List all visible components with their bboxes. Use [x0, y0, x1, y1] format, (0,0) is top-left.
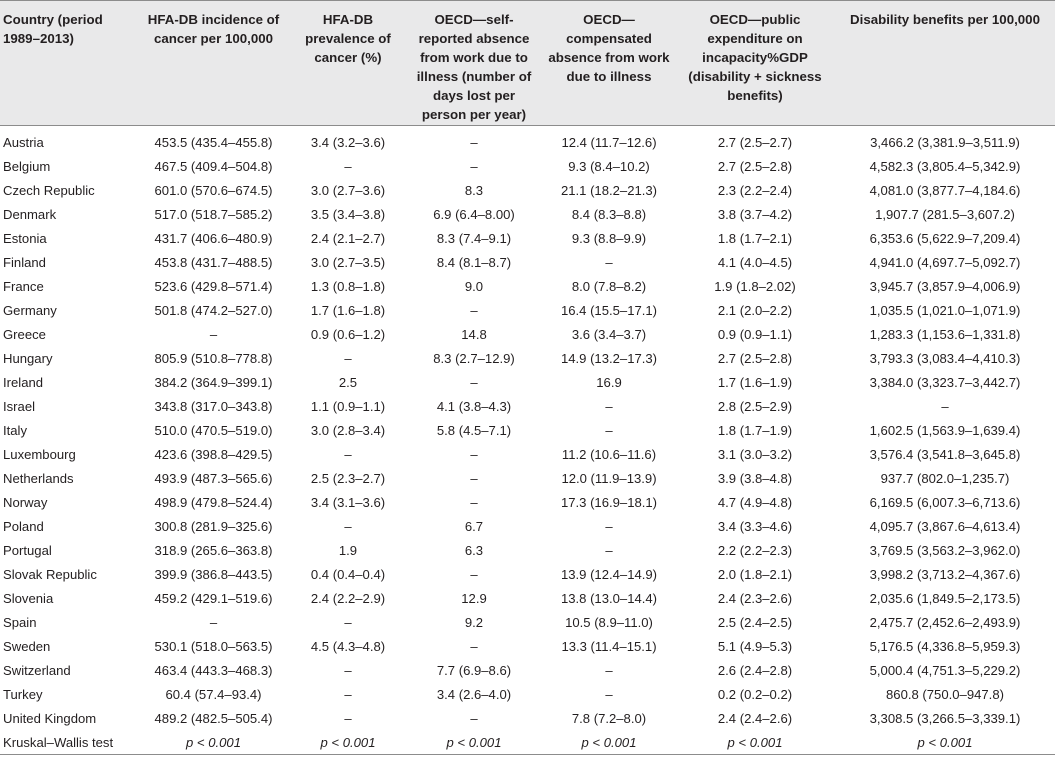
compensated-absence-cell: 16.9	[596, 374, 622, 390]
prevalence-cell: 3.4 (3.1–3.6)	[310, 494, 386, 510]
expenditure-cell: 2.8 (2.5–2.9)	[717, 398, 793, 414]
self-reported-absence-cell: 6.9 (6.4–8.00)	[433, 206, 515, 222]
incidence-cell: 601.0 (570.6–674.5)	[154, 182, 273, 198]
expenditure-cell: 3.9 (3.8–4.8)	[717, 470, 793, 486]
table-row	[0, 442, 1055, 466]
disability-benefits-cell: 1,283.3 (1,153.6–1,331.8)	[869, 326, 1021, 342]
prevalence-cell: 3.0 (2.7–3.6)	[310, 182, 386, 198]
prevalence-cell: 2.5	[338, 374, 358, 390]
expenditure-cell: 1.7 (1.6–1.9)	[717, 374, 793, 390]
compensated-absence-cell: 7.8 (7.2–8.0)	[571, 710, 647, 726]
disability-benefits-cell: 3,793.3 (3,083.4–4,410.3)	[869, 350, 1021, 366]
prevalence-cell: –	[344, 158, 352, 174]
table-body	[0, 126, 1055, 755]
header-public-expenditure: OECD—public expenditure on incapacity%GDP (disability + sickness benefits)	[675, 1, 835, 126]
compensated-absence-cell: 10.5 (8.9–11.0)	[565, 614, 653, 630]
header-prevalence: HFA-DB prevalence of cancer (%)	[291, 1, 405, 126]
self-reported-absence-cell: 9.0	[464, 278, 484, 294]
expenditure-cell: 5.1 (4.9–5.3)	[717, 638, 793, 654]
expenditure-cell: 1.8 (1.7–1.9)	[717, 422, 793, 438]
p-value-cell: p < 0.001	[835, 730, 1055, 755]
country-cell: Belgium	[3, 158, 51, 174]
expenditure-cell: 2.7 (2.5–2.8)	[717, 350, 793, 366]
incidence-cell: 467.5 (409.4–504.8)	[154, 158, 273, 174]
self-reported-absence-cell: 6.3	[464, 542, 484, 558]
self-reported-absence-cell: 7.7 (6.9–8.6)	[436, 662, 512, 678]
expenditure-cell: 2.6 (2.4–2.8)	[717, 662, 793, 678]
disability-benefits-cell: 6,169.5 (6,007.3–6,713.6)	[869, 494, 1021, 510]
country-cell: Estonia	[3, 230, 47, 246]
self-reported-absence-cell: –	[470, 134, 478, 150]
table-row	[0, 538, 1055, 562]
table-row	[0, 370, 1055, 394]
incidence-cell: 60.4 (57.4–93.4)	[165, 686, 262, 702]
country-cell: Germany	[3, 302, 57, 318]
expenditure-cell: 2.5 (2.4–2.5)	[717, 614, 793, 630]
self-reported-absence-cell: 8.3 (2.7–12.9)	[433, 350, 515, 366]
compensated-absence-cell: –	[605, 398, 613, 414]
table-row	[0, 322, 1055, 346]
disability-benefits-cell: 3,945.7 (3,857.9–4,006.9)	[869, 278, 1021, 294]
expenditure-cell: 2.0 (1.8–2.1)	[717, 566, 793, 582]
compensated-absence-cell: 17.3 (16.9–18.1)	[560, 494, 658, 510]
expenditure-cell: 3.1 (3.0–3.2)	[717, 446, 793, 462]
prevalence-cell: 3.4 (3.2–3.6)	[310, 134, 386, 150]
compensated-absence-cell: –	[605, 254, 613, 270]
table-header	[0, 1, 1055, 126]
self-reported-absence-cell: –	[470, 710, 478, 726]
incidence-cell: 463.4 (443.3–468.3)	[154, 662, 273, 678]
self-reported-absence-cell: 4.1 (3.8–4.3)	[436, 398, 512, 414]
header-disability-benefits: Disability benefits per 100,000	[835, 1, 1055, 126]
disability-benefits-cell: 4,081.0 (3,877.7–4,184.6)	[869, 182, 1021, 198]
incidence-cell: 431.7 (406.6–480.9)	[154, 230, 273, 246]
expenditure-cell: 1.9 (1.8–2.02)	[714, 278, 796, 294]
p-value-cell: p < 0.001	[675, 730, 835, 755]
country-cell: Czech Republic	[3, 182, 95, 198]
disability-benefits-cell: 937.7 (802.0–1,235.7)	[880, 470, 1010, 486]
table-row	[0, 346, 1055, 370]
expenditure-cell: 4.1 (4.0–4.5)	[717, 254, 793, 270]
prevalence-cell: 2.5 (2.3–2.7)	[310, 470, 386, 486]
self-reported-absence-cell: 8.3	[464, 182, 484, 198]
disability-benefits-cell: 4,095.7 (3,867.6–4,613.4)	[869, 518, 1021, 534]
disability-benefits-cell: 3,308.5 (3,266.5–3,339.1)	[869, 710, 1021, 726]
table-row	[0, 634, 1055, 658]
prevalence-cell: 1.1 (0.9–1.1)	[310, 398, 386, 414]
country-cell: Italy	[3, 422, 28, 438]
compensated-absence-cell: 8.4 (8.3–8.8)	[571, 206, 647, 222]
p-value-cell: p < 0.001	[405, 730, 543, 755]
country-cell: Slovak Republic	[3, 566, 97, 582]
compensated-absence-cell: –	[605, 518, 613, 534]
prevalence-cell: –	[344, 710, 352, 726]
incidence-cell: 423.6 (398.8–429.5)	[154, 446, 273, 462]
incidence-cell: 510.0 (470.5–519.0)	[154, 422, 273, 438]
incidence-cell: 318.9 (265.6–363.8)	[154, 542, 273, 558]
country-cell: Hungary	[3, 350, 53, 366]
expenditure-cell: 3.4 (3.3–4.6)	[717, 518, 793, 534]
prevalence-cell: 0.4 (0.4–0.4)	[310, 566, 386, 582]
header-compensated-absence: OECD—compensated absence from work due to illness	[543, 1, 675, 126]
compensated-absence-cell: –	[605, 542, 613, 558]
country-cell: Switzerland	[3, 662, 71, 678]
p-value-cell: p < 0.001	[136, 730, 291, 755]
incidence-cell: 343.8 (317.0–343.8)	[154, 398, 273, 414]
table-row	[0, 274, 1055, 298]
self-reported-absence-cell: –	[470, 470, 478, 486]
expenditure-cell: 1.8 (1.7–2.1)	[717, 230, 793, 246]
incidence-cell: 453.8 (431.7–488.5)	[154, 254, 273, 270]
incidence-cell: 489.2 (482.5–505.4)	[154, 710, 273, 726]
compensated-absence-cell: –	[605, 662, 613, 678]
prevalence-cell: 1.3 (0.8–1.8)	[310, 278, 386, 294]
self-reported-absence-cell: 8.3 (7.4–9.1)	[436, 230, 512, 246]
country-cell: Slovenia	[3, 590, 54, 606]
table-row	[0, 418, 1055, 442]
self-reported-absence-cell: 8.4 (8.1–8.7)	[436, 254, 512, 270]
expenditure-cell: 3.8 (3.7–4.2)	[717, 206, 793, 222]
incidence-cell: 453.5 (435.4–455.8)	[154, 134, 273, 150]
table-row	[0, 202, 1055, 226]
table-row	[0, 394, 1055, 418]
country-cell: Norway	[3, 494, 48, 510]
table-row	[0, 706, 1055, 730]
header-self-reported-absence: OECD—self-reported absence from work due to illness (number of days lost per person per year)	[405, 1, 543, 126]
prevalence-cell: 4.5 (4.3–4.8)	[310, 638, 386, 654]
self-reported-absence-cell: 5.8 (4.5–7.1)	[436, 422, 512, 438]
disability-benefits-cell: 5,000.4 (4,751.3–5,229.2)	[869, 662, 1021, 678]
self-reported-absence-cell: –	[470, 494, 478, 510]
expenditure-cell: 2.7 (2.5–2.7)	[717, 134, 793, 150]
country-cell: France	[3, 278, 44, 294]
country-cell: Turkey	[3, 686, 43, 702]
expenditure-cell: 2.2 (2.2–2.3)	[717, 542, 793, 558]
disability-benefits-cell: 3,466.2 (3,381.9–3,511.9)	[870, 134, 1020, 150]
country-cell: Sweden	[3, 638, 51, 654]
country-cell: Luxembourg	[3, 446, 76, 462]
table-row	[0, 130, 1055, 154]
compensated-absence-cell: 13.9 (12.4–14.9)	[560, 566, 658, 582]
table-row	[0, 490, 1055, 514]
table-row	[0, 514, 1055, 538]
disability-benefits-cell: 3,769.5 (3,563.2–3,962.0)	[869, 542, 1021, 558]
header-country: Country (period 1989–2013)	[0, 1, 136, 126]
expenditure-cell: 2.7 (2.5–2.8)	[717, 158, 793, 174]
country-cell: Greece	[3, 326, 46, 342]
disability-benefits-cell: 2,475.7 (2,452.6–2,493.9)	[869, 614, 1021, 630]
compensated-absence-cell: 8.0 (7.8–8.2)	[571, 278, 647, 294]
compensated-absence-cell: 14.9 (13.2–17.3)	[560, 350, 658, 366]
prevalence-cell: 2.4 (2.1–2.7)	[310, 230, 386, 246]
prevalence-cell: 0.9 (0.6–1.2)	[310, 326, 386, 342]
self-reported-absence-cell: 9.2	[464, 614, 484, 630]
prevalence-cell: –	[344, 446, 352, 462]
prevalence-cell: –	[344, 662, 352, 678]
country-cell: Spain	[3, 614, 37, 630]
country-cell: United Kingdom	[3, 710, 97, 726]
prevalence-cell: –	[344, 350, 352, 366]
disability-benefits-cell: 4,941.0 (4,697.7–5,092.7)	[869, 254, 1021, 270]
country-cell: Israel	[3, 398, 36, 414]
prevalence-cell: –	[344, 518, 352, 534]
test-label-cell: Kruskal–Wallis test	[0, 730, 136, 755]
table-row	[0, 610, 1055, 634]
table-row	[0, 682, 1055, 706]
expenditure-cell: 0.2 (0.2–0.2)	[717, 686, 793, 702]
prevalence-cell: 1.9	[338, 542, 358, 558]
disability-benefits-cell: 3,998.2 (3,713.2–4,367.6)	[869, 566, 1021, 582]
compensated-absence-cell: 12.0 (11.9–13.9)	[561, 470, 657, 486]
disability-benefits-cell: 1,035.5 (1,021.0–1,071.9)	[869, 302, 1021, 318]
table-row	[0, 154, 1055, 178]
expenditure-cell: 2.4 (2.4–2.6)	[717, 710, 793, 726]
incidence-cell: 300.8 (281.9–325.6)	[154, 518, 273, 534]
expenditure-cell: 4.7 (4.9–4.8)	[717, 494, 793, 510]
prevalence-cell: –	[344, 614, 352, 630]
disability-benefits-cell: 1,602.5 (1,563.9–1,639.4)	[869, 422, 1021, 438]
expenditure-cell: 2.4 (2.3–2.6)	[717, 590, 793, 606]
disability-benefits-cell: 5,176.5 (4,336.8–5,959.3)	[869, 638, 1021, 654]
compensated-absence-cell: 16.4 (15.5–17.1)	[560, 302, 658, 318]
disability-benefits-cell: –	[941, 398, 949, 414]
incidence-cell: 459.2 (429.1–519.6)	[154, 590, 273, 606]
compensated-absence-cell: 11.2 (10.6–11.6)	[561, 446, 657, 462]
self-reported-absence-cell: –	[470, 158, 478, 174]
incidence-cell: –	[209, 614, 218, 630]
incidence-cell: 517.0 (518.7–585.2)	[154, 206, 273, 222]
incidence-cell: 530.1 (518.0–563.5)	[154, 638, 273, 654]
header-row	[0, 1, 1055, 126]
compensated-absence-cell: 13.3 (11.4–15.1)	[561, 638, 657, 654]
incidence-cell: 384.2 (364.9–399.1)	[154, 374, 273, 390]
table-row	[0, 298, 1055, 322]
disability-benefits-cell: 1,907.7 (281.5–3,607.2)	[875, 206, 1015, 222]
self-reported-absence-cell: –	[470, 566, 478, 582]
incidence-cell: 805.9 (510.8–778.8)	[154, 350, 273, 366]
compensated-absence-cell: –	[605, 686, 613, 702]
country-cell: Netherlands	[3, 470, 74, 486]
compensated-absence-cell: –	[605, 422, 613, 438]
compensated-absence-cell: 12.4 (11.7–12.6)	[561, 134, 657, 150]
prevalence-cell: 2.4 (2.2–2.9)	[310, 590, 386, 606]
self-reported-absence-cell: 6.7	[464, 518, 484, 534]
country-cell: Austria	[3, 134, 44, 150]
prevalence-cell: –	[344, 686, 352, 702]
incidence-cell: 399.9 (386.8–443.5)	[154, 566, 273, 582]
table-row	[0, 586, 1055, 610]
table-row	[0, 466, 1055, 490]
country-cell: Portugal	[3, 542, 52, 558]
compensated-absence-cell: 21.1 (18.2–21.3)	[560, 182, 658, 198]
p-value-cell: p < 0.001	[543, 730, 675, 755]
disability-benefits-cell: 2,035.6 (1,849.5–2,173.5)	[869, 590, 1021, 606]
disability-benefits-cell: 3,576.4 (3,541.8–3,645.8)	[869, 446, 1021, 462]
compensated-absence-cell: 13.8 (13.0–14.4)	[560, 590, 658, 606]
self-reported-absence-cell: 14.8	[461, 326, 487, 342]
table-row	[0, 562, 1055, 586]
table-row	[0, 226, 1055, 250]
self-reported-absence-cell: –	[470, 638, 478, 654]
country-cell: Ireland	[3, 374, 44, 390]
prevalence-cell: 3.5 (3.4–3.8)	[310, 206, 386, 222]
compensated-absence-cell: 3.6 (3.4–3.7)	[571, 326, 647, 342]
self-reported-absence-cell: 3.4 (2.6–4.0)	[436, 686, 512, 702]
country-cell: Finland	[3, 254, 46, 270]
self-reported-absence-cell: –	[470, 302, 478, 318]
expenditure-cell: 0.9 (0.9–1.1)	[717, 326, 793, 342]
country-cell: Poland	[3, 518, 44, 534]
incidence-cell: 493.9 (487.3–565.6)	[154, 470, 273, 486]
table-row	[0, 658, 1055, 682]
prevalence-cell: 3.0 (2.8–3.4)	[310, 422, 386, 438]
disability-benefits-cell: 3,384.0 (3,323.7–3,442.7)	[869, 374, 1021, 390]
incidence-cell: –	[209, 326, 218, 342]
table-row	[0, 250, 1055, 274]
expenditure-cell: 2.3 (2.2–2.4)	[717, 182, 793, 198]
prevalence-cell: 3.0 (2.7–3.5)	[310, 254, 386, 270]
self-reported-absence-cell: –	[470, 374, 478, 390]
compensated-absence-cell: 9.3 (8.8–9.9)	[571, 230, 647, 246]
country-cell: Denmark	[3, 206, 57, 222]
table-row	[0, 178, 1055, 202]
p-value-cell: p < 0.001	[291, 730, 405, 755]
expenditure-cell: 2.1 (2.0–2.2)	[717, 302, 793, 318]
disability-benefits-cell: 4,582.3 (3,805.4–5,342.9)	[869, 158, 1021, 174]
self-reported-absence-cell: 12.9	[461, 590, 487, 606]
compensated-absence-cell: 9.3 (8.4–10.2)	[568, 158, 650, 174]
incidence-cell: 523.6 (429.8–571.4)	[154, 278, 273, 294]
prevalence-cell: 1.7 (1.6–1.8)	[310, 302, 386, 318]
disability-benefits-cell: 6,353.6 (5,622.9–7,209.4)	[869, 230, 1021, 246]
kruskal-wallis-row	[0, 730, 1055, 755]
disability-benefits-cell: 860.8 (750.0–947.8)	[886, 686, 1004, 702]
incidence-cell: 501.8 (474.2–527.0)	[154, 302, 273, 318]
incidence-cell: 498.9 (479.8–524.4)	[154, 494, 273, 510]
header-incidence: HFA-DB incidence of cancer per 100,000	[136, 1, 291, 126]
self-reported-absence-cell: –	[470, 446, 478, 462]
